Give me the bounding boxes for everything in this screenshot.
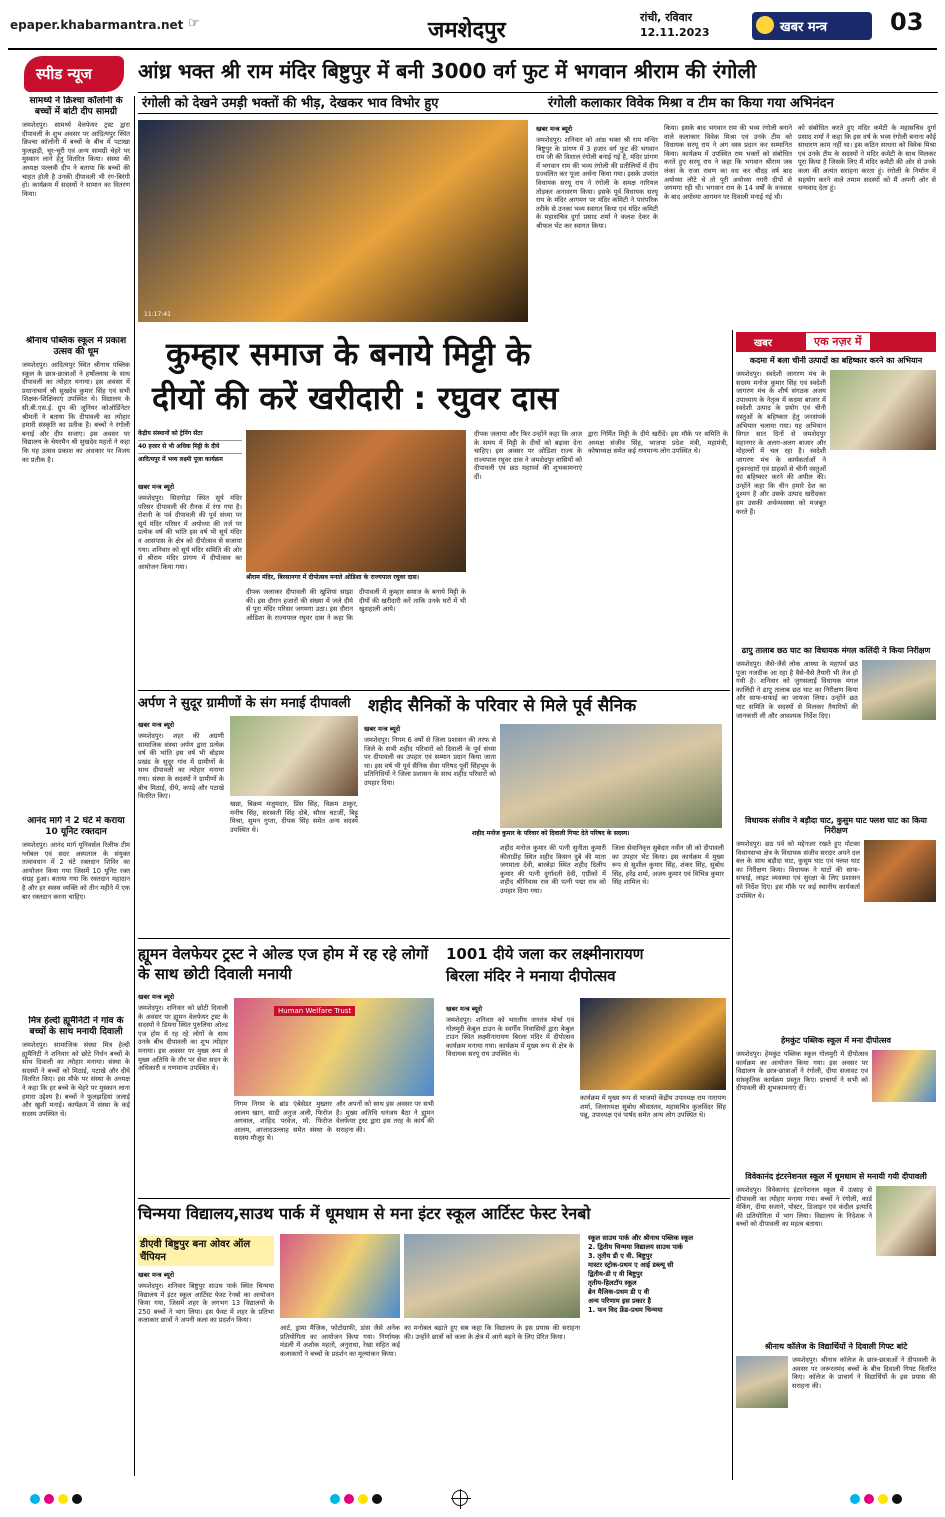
magenta-mark: [864, 1494, 874, 1504]
result-item: द्वितीय-डी ए वी बिष्टुपुर: [588, 1270, 643, 1278]
left-column-divider: [134, 96, 135, 1476]
lead-subhead-left: रंगोली को देखने उमड़ी भक्तों की भीड़, देखकर भाव विभोर हुए: [142, 96, 439, 111]
right-item-photo: [830, 370, 936, 450]
chinmaya-photo-1: [280, 1234, 400, 1318]
khabar-tag: खबर: [754, 338, 772, 349]
right-item-2: [736, 646, 936, 816]
left-column: [22, 96, 130, 1476]
right-item-body: जमशेदपुर। छठ पर्व को मद्देनजर रखते हुए पोटका विधानसभा क्षेत्र के विधायक संजीव सरदार अपने दल बल के साथ बड़ौदा घाट, कुसुम घाट एवं फ्लश घाट का निरीक्षण किया। विधायक ने घाटों की साफ-सफाई, लाइट व्यवस्था एवं सुरक्षा के लिए प्रशासन को निर्देश दिए। इस मौके पर कई स्थानीय कार्यकर्ता उपस्थित थे।: [736, 840, 860, 900]
left-item-title: सामर्थ्य ने क्रिश्चा कॉलोनी के बच्चों में बांटी दीप सामग्री: [29, 96, 123, 117]
cyan-mark: [30, 1494, 40, 1504]
birla-headline-1: 1001 दीये जला कर लक्ष्मीनारायण: [446, 945, 644, 963]
kumhar-caption: श्रीराम मंदिर, बिरसानगर में दीपोत्सव मनाते ओडिशा के राज्यपाल रघुवर दास।: [246, 574, 420, 581]
right-item-photo: [736, 1356, 788, 1408]
result-item: मास्टर स्ट्रोक-प्रथम ए आई डब्ल्यू सी: [588, 1261, 674, 1269]
yellow-mark: [358, 1494, 368, 1504]
speed-news-logo: [24, 56, 124, 92]
lead-col1: जमशेदपुर। शनिवार को आंध्र भक्त श्री राम मन्दिर बिष्टुपुर के प्रांगण में 3 हजार वर्ग फुट की भगवान राम जी की विशाल रंगोली बनाई गई है, मंदिर प्रांगण में भगवान राम की भव्य रंगोली की प्रतीलियों में दीप प्रज्वलित कर पूजा अर्चना किया गया। इसके उपरांत विधायक सरयू राय ने रंगोली के समक्ष नारियल तोड़कर अनावरण किया। इसके पूर्व विधायक सरयू राय के मंदिर आगमन पर मंदिर कमिटी ने पारंपरिक तरीके से उनका भव्य स्वागत किया एवं मंदिर कमिटी के महासचिव दुर्गा प्रसाद शर्मा ने कलश देकर के श्रीफल भेंट कर स्वागत किया।: [536, 136, 658, 230]
human-photo: [234, 998, 434, 1096]
arpan-divider: [138, 690, 730, 691]
lead-col3: को संबोधित करते हुए मंदिर कमेटी के महासचिव दुर्गा प्रसाद शर्मा ने कहा कि इस वर्ष के भव्य रंगोली बनाना कोई साधारण काम नहीं था। इस कठिन साधना को विवेक मिश्रा एवं उनके टीम के सदस्यों ने मंदिर कमेटी के साथ मिलकर पूरा किया है जिसके लिए मैं मंदिर कमेटी की ओर से उनके कला की अत्यंत सराहना करता हूं। रंगोली के निर्माण में सहयोग करने वाले तमाम सदस्यों को मैं अपनी ओर से धन्यवाद देता हूं।: [798, 124, 936, 193]
shaheed-caption: शहीद मनोज कुमार के परिवार को दिवाली गिफ्ट देते परिषद के सदस्य।: [472, 830, 630, 837]
result-item: 2. द्वितीय चिन्मया विद्यालय साउथ पार्क: [588, 1243, 683, 1251]
human-divider: [138, 938, 730, 939]
right-item-body: जमशेदपुर। जैसे-जैसे लोक आस्था के महापर्व छठ पूजा नजदीक आ रहा है वैसे-वैसे तैयारी भी तेज हो गयी है। शनिवार को जुगसलाई विधायक मंगल कालिंदी ने ढाएु तालाब छठ घाट का निरीक्षण किया और साफ-सफाई का जायजा लिया। उन्होंने छठ घाट समिति के सदस्यों से मिलकर तैयारियों की जानकारी ली और आवश्यक निर्देश दिए।: [736, 660, 858, 720]
kumhar-photo: [246, 430, 466, 572]
chinmaya-byline: खबर मन्त्र ब्यूरो: [138, 1271, 175, 1279]
human-body-3: और अपनों को साथ इस अवसर पर सभी है। मुख्य अतिथि धनंजय बैठा ने ह्यूमन वेलफेयर ट्रस्ट द्वारा इस तरह के कार्य की सराहना की।: [336, 1100, 434, 1134]
kumhar-body-4: द्वारा निर्मित मिट्टी के दीये खरीदें। इस मौके पर समिति के अध्यक्ष संजीव सिंह, भाजपा प्रदेश मंत्री, महामंत्री, कोषाध्यक्ष समेत कई गणमान्य लोग उपस्थित थे।: [588, 430, 728, 456]
cyan-mark: [850, 1494, 860, 1504]
shaheed-photo: [500, 724, 722, 828]
human-body-2: निगम निगम के ब्रांड एंबेसेडर मुख्तार आलम खान, सादी अनुज अली, फिरोज अगवाल, शाहिद परवेज, मो. फिरोज आलम, आजादउल्लाह समेत संस्था के सदस्य मौजूद थे।: [234, 1100, 332, 1143]
human-body-1: जमशेदपुर। शनिवार को छोटी दिवाली के अवसर पर ह्यूमन वेलफेयर ट्रस्ट के सदस्यों ने डिमना स्थित पुरुलिया ओल्ड एज होम में रह रहे लोगों के साथ उनके बीच दीपावली का शुभ त्योहार मनाया। इस अवसर पर मुख्य रूप से मुख्य अतिथि के तौर पर सेवा सदन के अधिकारी व गणमान्य उपस्थित थे।: [138, 1004, 228, 1073]
right-item-5: [736, 1172, 936, 1342]
arpan-body-2: खन्ना, बिक्रम मजुमदार, प्रिंस सिंह, विक्रम ठाकुर, मनीष सिंह, सरस्वती सिंह दोबे, सौरव चटर्जी, बिट्टू मिश्रा, सुमन गुप्ता, दीपक सिंह समेत अन्य सदस्य उपस्थित थे।: [230, 800, 358, 834]
left-item-title: मित्र हेल्दी ह्यूमैनिटी ने गांव के बच्चों के साथ मनायी दिवाली: [28, 1016, 124, 1037]
result-item: 3. तृतीय डी ए वी. बिष्टुपुर: [588, 1252, 653, 1260]
page-number: 03: [890, 8, 924, 36]
right-item-photo: [862, 660, 936, 720]
left-item-4: [22, 1016, 130, 1476]
left-item-body: जमशेदपुर। आनंद मार्ग यूनिवर्सल रिलीफ टीम ग्लोबल एवं सदर अस्पताल के संयुक्त तत्वावधान में 2 घंटे रक्तदान शिविर का आयोजन किया गया जिसमें 10 यूनिट रक्त संग्रह हुआ। बताया गया कि रक्तदान महादान है और हर स्वस्थ व्यक्ति को तीन महीने में एक बार रक्तदान करना चाहिए।: [22, 841, 130, 901]
speed-news-label: स्पीड न्यूज: [36, 65, 92, 83]
left-item-title: श्रीनाथ पब्लिक स्कूल में प्रकाश उत्सव की धूम: [25, 336, 127, 357]
human-byline: खबर मन्त्र ब्यूरो: [138, 993, 175, 1001]
left-item-2: [22, 336, 130, 816]
shaheed-byline: खबर मन्त्र ब्यूरो: [364, 725, 401, 733]
result-item: तृतीय-हिलटॉप स्कूल: [588, 1279, 637, 1287]
black-mark: [72, 1494, 82, 1504]
right-item-3: [736, 816, 936, 1036]
human-banner: Human Welfare Trust: [274, 1006, 355, 1016]
register-marks-right: [850, 1494, 902, 1504]
birla-body-1: जमशेदपुर। शनिवार को भारतीय जनतंत्र मोर्चा एवं गोलमुरी केबुल टाउन के स्वर्गीय निवासियों द्वारा केबुल टाउन स्थित लक्ष्मीनारायण बिरला मंदिर में दीपोत्सव कार्यक्रम मनाया गया। कार्यक्रम में मुख्य रूप से क्षेत्र के विधायक सरयू राय उपस्थित थे।: [446, 1016, 574, 1059]
arpan-headline: अर्पण ने सुदूर ग्रामीणों के संग मनाई दीपावली: [138, 696, 351, 711]
site-url[interactable]: epaper.khabarmantra.net: [10, 18, 184, 32]
birla-byline: खबर मन्त्र ब्यूरो: [446, 1005, 483, 1013]
right-item-1: [736, 356, 936, 646]
right-column-divider: [732, 330, 733, 1480]
left-item-body: जमशेदपुर। आदित्यपुर स्थित श्रीनाथ पब्लिक स्कूल के छात्र-छात्राओं ने हर्षोल्लास के साथ दीपावली का त्योहार मनाया। इस अवसर में प्रधानाचार्य श्री सुखदेव कुमार सिंह एवं सभी शिक्षक-शिक्षिकाएं उपस्थित थे। विद्यालय के सी.बी.एस.ई. ग्रुप की जूनियर कोऑर्डिनेटर श्रीमती ने बताया कि दीपावली का त्योहार हमारी संस्कृति का प्रतीक है। बच्चों ने रंगोली बनाई और दीप सजाए। इस अवसर पर विद्यालय के चेयरमैन श्री सुखदेव महतो ने कहा कि यह उत्सव प्रकाश का अंधकार पर विजय का प्रतीक है।: [22, 361, 130, 464]
bullet-item: 40 हजार से भी अधिक मिट्टी के दीये: [138, 441, 242, 454]
cyan-mark: [330, 1494, 340, 1504]
birla-body-2: कार्यक्रम में मुख्य रूप से भाजमो केंद्रीय उपाध्यक्ष राम नारायण शर्मा, जिलाध्यक्ष सुबोध श्रीवास्तव, महासचिव कुलविंदर सिंह पन्नू, उपाध्यक्ष एवं पार्षद समेत अन्य लोग उपस्थित थे।: [580, 1094, 726, 1120]
left-item-body: जमशेदपुर। सामर्थ्य वेलफेयर ट्रस्ट द्वारा दीपावली के शुभ अवसर पर आदित्यपुर स्थित क्रिश्चा कॉलोनी में बच्चों के बीच में पटाखा फुलझड़ी, चूर-चूरी एवं अन्य सामग्री चेहरे पर मुस्कान लाने हेतु वितरित किया। संस्था की अध्यक्ष पल्लवी दीप ने बताया कि बच्चों की चाहत होती है उनकी दीपावली भी रंग-बिरंगी हो। कार्यक्रम में सदस्यों ने सामान का वितरण किया।: [22, 121, 130, 198]
ek-nazar-label: एक नज़र में: [806, 333, 870, 350]
right-item-body: जमशेदपुर। श्रीनाथ कॉलेज के छात्र-छात्राओं ने दीपावली के अवसर पर जरूरतमंद बच्चों के बीच दिवाली गिफ्ट वितरित किए। कॉलेज के प्राचार्य ने विद्यार्थियों के इस प्रयास की सराहना की।: [792, 1356, 936, 1390]
registration-target-icon: [452, 1490, 468, 1506]
place-day: रांची, रविवार: [640, 11, 693, 24]
header-divider: [8, 48, 937, 50]
kumhar-bullets: [138, 430, 242, 464]
shaheed-headline: शहीद सैनिकों के परिवार से मिले पूर्व सैनिक: [368, 696, 637, 716]
right-item-photo: [872, 1050, 936, 1102]
birla-photo: [580, 998, 726, 1090]
photo-timestamp: 11:17:41: [144, 311, 171, 318]
right-item-body: जमशेदपुर। हेमकुंट पब्लिक स्कूल गोलमुरी में दीपोत्सव कार्यक्रम का आयोजन किया गया। इस अवसर पर विद्यालय के छात्र-छात्राओं ने रंगोली, दीया सजावट एवं सांस्कृतिक कार्यक्रम प्रस्तुत किए। प्राचार्या ने सभी को दीपावली की शुभकामनाएं दीं।: [736, 1050, 868, 1093]
shaheed-body-1: जमशेदपुर। निगम 6 वर्षों से जिला प्रशासन की तरफ से जिले के सभी शहीद परिवारों को दिवाली के पूर्व संध्या पर दीपावली का उपहार एवं सम्मान प्रदान किया जाता था। इस वर्ष भी पूर्व सैनिक सेवा परिषद पूर्वी सिंहभूम के प्रतिनिधियों ने जिला प्रशासन के साथ शहीद परिवारों को उपहार दिया।: [364, 736, 496, 787]
shaheed-body-2: शहीद मनोज कुमार की पत्नी सुनीता कुमारी कीताडीह स्थित शहीद किसन दुबे की माता जगमाता देवी, बारबेड़ा स्थित शहीद दिलीप कुमार की पत्नी दुर्गावती देवी, एग्रीको में शहीद श्रीनिवास राव की पत्नी पद्मा राव को उपहार दिया गया।: [500, 844, 606, 895]
birla-headline-2: बिरला मंदिर ने मनाया दीपोत्सव: [446, 967, 616, 985]
human-headline: ह्यूमन वेलफेयर ट्रस्ट ने ओल्ड एज होम में रह रहे लोगों के साथ छोटी दिवाली मनायी: [138, 945, 429, 983]
magenta-mark: [344, 1494, 354, 1504]
right-item-6: [736, 1342, 936, 1478]
chinmaya-divider: [138, 1198, 730, 1199]
black-mark: [892, 1494, 902, 1504]
brand-logo-icon: [756, 16, 774, 34]
brand-logo: [752, 12, 872, 40]
shaheed-body-3: जिला सेवानिवृत्त सुबेदार नवीन जी को दीपावली का उपहार भेंट किया। इस कार्यक्रम में मुख्य रूप से सुशील कुमार सिंह, शंकर सिंह, सुबोध सिंह, हरेंद्र शर्मा, अजय कुमार एवं विभिन्न कुमार सिंह शामिल थे।: [612, 844, 724, 887]
lead-col2: किया। इसके बाद भगवान राम की भव्य रंगोली बनाने वाले कलाकार विवेक मिश्रा एवं उनके टीम को विधायक सरयू राय ने अंग वस्त्र प्रदान कर सम्मानित किया। कार्यक्रम में उपस्थित राम भक्तों को संबोधित करते हुए सरयू राय ने कहा कि भगवान श्रीराम जब लंका के राजा रावण का वध कर चौदह वर्ष बाद अयोध्या लौटे थे तो पूरी अयोध्या नगरी दीपों से जगमगा रही थी। भगवान राम के 14 वर्षों के वनवास के बाद अयोध्या आगमन पर दिवाली मनाई गई थी।: [664, 124, 792, 201]
rangoli-photo: [138, 120, 528, 322]
results-title: स्कूल साउथ पार्क और श्रीनाथ पब्लिक स्कूल: [588, 1234, 694, 1242]
kumhar-body-2: दीपक जलाकर दीपावली की खुशियां साझा की। इस दौरान हजारों की संख्या में जले दीये से पूरा मंदिर परिसर जगमगा उठा। इस दौरान ओडिशा के राज्यपाल रघुवर दास ने कहा कि दीपावली में कुम्हार समाज के बनाये मिट्टी के दीयों की खरीदारी करें ताकि उनके घरों में भी खुशहाली आये।: [246, 588, 466, 622]
result-foot: 1. फन विद फ्रेंड-प्रथम चिन्मया: [588, 1306, 663, 1314]
lead-headline: आंध्र भक्त श्री राम मंदिर बिष्टुपुर में बनी 3000 वर्ग फुट में भगवान श्रीराम की रंगोली: [138, 59, 757, 83]
arpan-byline: खबर मन्त्र ब्यूरो: [138, 721, 175, 729]
lead-byline: खबर मन्त्र ब्यूरो: [536, 125, 573, 133]
kumhar-body-3: दीपक जलाया और फिर उन्होंने कहा कि आज के समय में मिट्टी के दीयों को बढ़ावा देना चाहिए। इस अवसर पर ओडिशा राज्य के राज्यपाल रघुवर दास ने जमशेदपुर वासियों को दीपावली एवं छठ महापर्व की शुभकामनाएं दीं।: [474, 430, 582, 481]
lead-subhead-right: रंगोली कलाकार विवेक मिश्रा व टीम का किया गया अभिनंदन: [548, 96, 834, 111]
issue-date: 12.11.2023: [640, 26, 710, 39]
right-item-title: श्रीनाथ कॉलेज के विद्यार्थियों ने दिवाली गिफ्ट बांटे: [764, 1342, 908, 1351]
chinmaya-headline: चिन्मया विद्यालय,साउथ पार्क में धूमधाम से मना इंटर स्कूल आर्टिस्ट फेस्ट रेनबो: [138, 1204, 591, 1223]
right-item-title: ढाएु तालाब छठ घाट का विधायक मंगल कलिंदी ने किया निरीक्षण: [741, 646, 931, 655]
chinmaya-body-3: का मनोबल बढ़ाते हुए सब कहा कि विद्यालय के इस प्रयास की सराहना की। उन्होंने छात्रों को कला के क्षेत्र में आगे बढ़ने के लिए प्रेरित किया।: [404, 1324, 580, 1341]
kumhar-byline: खबर मन्त्र ब्यूरो: [138, 483, 175, 491]
arpan-body-1: जमशेदपुर। शहर की अग्रणी सामाजिक संस्था अर्पण द्वारा प्रत्येक वर्ष की भांति इस वर्ष भी बोड़ाम प्रखंड के सुदूर गांव में ग्रामीणों के साथ दीपावली का त्योहार मनाया गया। संस्था के सदस्यों ने ग्रामीणों के बीच मिठाई, दीये, कपड़े और पटाखे वितरित किए।: [138, 732, 224, 801]
brand-name: खबर मन्त्र: [780, 20, 828, 35]
right-item-body: जमशेदपुर। विवेकानंद इंटरनेशनल स्कूल में उत्साह से दीपावली का त्योहार मनाया गया। बच्चों ने रंगोली, कार्ड मेकिंग, दीया सजाने, पोस्टर, डिजाइन एवं कंदील इत्यादि की प्रतियोगिता में भाग लिया। विद्यालय के निदेशक ने बच्चों को दीपावली का महत्व बताया।: [736, 1186, 872, 1229]
magenta-mark: [44, 1494, 54, 1504]
city-name: जमशेदपुर: [428, 18, 506, 43]
chinmaya-photo-2: [404, 1234, 580, 1318]
chinmaya-body-1: जमशेदपुर। शनिवार बिष्टुपुर साउथ पार्क स्थित चिन्मया विद्यालय में इंटर स्कूल आर्टिस्ट फेस्ट रेनबो का आयोजन किया गया, जिसमें शहर के लगभग 13 विद्यालयों के 250 बच्चों ने भाग लिया। इस फेस्ट में शहर के प्रतिभा कलाकार छात्रों ने अपनी कला का प्रदर्शन किया।: [138, 1282, 274, 1325]
left-item-1: [22, 96, 130, 336]
yellow-mark: [58, 1494, 68, 1504]
chinmaya-body-2: आर्ट, ड्रामा मैजिक, फोटोग्राफी, डांस जैसे अनेक प्रतियोगिता का आयोजन किया गया। निर्णायक मंडली में अशोक महतो, अनुराधा, रेखा सहित कई कलाकारों ने बच्चों के प्रदर्शन का मूल्यांकन किया।: [280, 1324, 400, 1358]
register-marks-center: [330, 1494, 382, 1504]
chinmaya-subhead: डीएवी बिष्टुपुर बना ओवर ऑल चैंपियन: [138, 1236, 274, 1266]
kumhar-headline-1: कुम्हार समाज के बनाये मिट्टी के: [166, 335, 531, 373]
arpan-photo: [230, 716, 358, 796]
ek-nazar-bar: [736, 332, 936, 352]
black-mark: [372, 1494, 382, 1504]
left-item-title: आनंद मार्ग ने 2 घंटे में कराया 10 यूनिट रक्तदान: [27, 816, 125, 837]
cursor-icon: ☞: [188, 16, 200, 31]
right-item-title: विवेकानंद इंटरनेशनल स्कूल में धूमधाम से मनायी गयी दीपावली: [745, 1172, 927, 1181]
right-item-photo: [876, 1186, 936, 1256]
right-item-title: हेमकुंट पब्लिक स्कूल में मना दीपोत्सव: [781, 1036, 891, 1045]
left-item-3: [22, 816, 130, 1016]
right-item-body: जमशेदपुर। स्वदेशी जागरण मंच के सदस्य मनोज कुमार सिंह एवं स्वदेशी जागरण मंच के शीर्ष संगठक अजय उपाध्याय के नेतृत्व में कदमा बाजार में स्वदेशी उत्पाद के प्रयोग एवं चीनी वस्तुओं के बहिष्कार हेतु जनसंपर्क अभियान चलाया गया। यह अभियान विगत सात दिनों से जमशेदपुर महानगर के अलग-अलग बाजार और मोहल्लों में चल रहा है। स्वदेशी जागरण मंच के कार्यकर्ताओं ने दुकानदारों एवं ग्राहकों से चीनी वस्तुओं का बहिष्कार करने की अपील की। उन्होंने कहा कि चीन हमारे देश का दुश्मन है और उसके उत्पाद खरीदकर हम उसकी अर्थव्यवस्था को मजबूत करते हैं।: [736, 370, 826, 516]
result-item: ब्रेन मैजिक-प्रथम डी ए वी: [588, 1288, 650, 1296]
kumhar-headline-2: दीयों की करें खरीदारी : रघुवर दास: [152, 379, 559, 417]
bullet-item: आदित्यपुर में भव्य लक्ष्मी पूजा कार्यक्रम: [138, 456, 223, 463]
right-item-photo: [864, 840, 936, 902]
right-item-title: विधायक संजीव ने बड़ौदा घाट, कुसुम घाट फ्लश घाट का किया निरीक्षण: [745, 816, 927, 835]
left-item-body: जमशेदपुर। सामाजिक संस्था मित्र हेल्दी ह्यूमैनिटी ने शनिवार को छोटे निर्धन बच्चों के साथ दिवाली का त्योहार मनाया। संस्था के सदस्यों ने बच्चों को मिठाई, पटाखे और दीये वितरित किए। इस मौके पर संस्था के अध्यक्ष ने कहा कि हर बच्चे के चेहरे पर मुस्कान लाना हमारा उद्देश्य है। बच्चों ने फुलझड़ियां जलाई और खुशी मनाई। कार्यक्रम में संस्था के कई सदस्य उपस्थित थे।: [22, 1041, 130, 1118]
right-column: [736, 356, 936, 1478]
right-item-title: कदमा में बला चीनी उत्पादों का बहिष्कार करने का अभियान: [749, 356, 923, 365]
result-item: अन्य परिणाम इस प्रकार है: [588, 1297, 651, 1305]
bullet-item: केंद्रीय संस्थानों को ट्रेनिंग सेंटर: [138, 430, 242, 441]
yellow-mark: [878, 1494, 888, 1504]
right-item-4: [736, 1036, 936, 1172]
register-marks-left: [30, 1494, 82, 1504]
kumhar-body-1: जमशेदपुर। सिदगोड़ा स्थित सूर्य मंदिर परिसर दीपावली की रौनक में रंगा गया है। रोशनी के पर्व दीपावली की पूर्व संध्या पर सूर्य मंदिर परिसर में अयोध्या की तर्ज पर प्रत्येक वर्ष की भांति इस वर्ष भी सूर्य मंदिर व आसपास के क्षेत्र को दीपोत्सव से सजाया गया। शनिवार को सूर्य मंदिर समिति की ओर से श्रीराम मंदिर प्रांगण में दीपोत्सव का आयोजन किया गया।: [138, 494, 242, 571]
chinmaya-results: [588, 1234, 724, 1478]
